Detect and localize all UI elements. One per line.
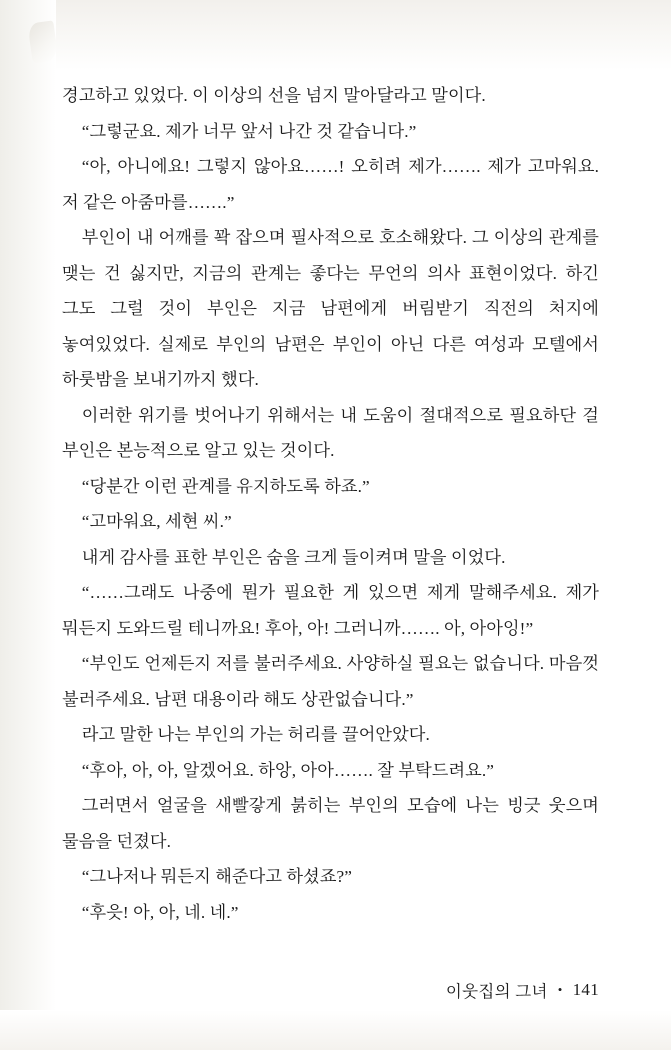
- paragraph: 이러한 위기를 벗어나기 위해서는 내 도움이 절대적으로 필요하단 걸 부인은 본능적으로 알고 있는 것이다.: [62, 405, 604, 460]
- paragraph: 라고 말한 나는 부인의 가는 허리를 끌어안았다.: [81, 725, 430, 744]
- paragraph: 내게 감사를 표한 부인은 숨을 크게 들이켜며 말을 이었다.: [81, 547, 506, 567]
- paragraph: “아, 아니에요! 그렇지 않아요……! 오히려 제가……. 제가 고마워요. 저 같은 아줌마를…….”: [62, 157, 604, 212]
- paragraph: 그러면서 얼굴을 새빨갛게 붉히는 부인의 모습에 나는 빙긋 웃으며 물음을 던졌다.: [62, 796, 604, 851]
- paragraph: 부인이 내 어깨를 꽉 잡으며 필사적으로 호소해왔다. 그 이상의 관계를 맺는 건 싫지만, 지금의 관계는 좋다는 무언의 의사 표현이었다. 하긴 그도 그럴 것이 부인은 지금 남편에게 버림받기 직전의 처지에 놓여있었다. 실제로 부인의 남편은 부인이 아닌 다른 여성과 모텔에서 하룻밤을 보내기까지 했다.: [62, 228, 604, 389]
- paragraph: “당분간 이런 관계를 유지하도록 하죠.”: [81, 476, 370, 496]
- paragraph: “……그래도 나중에 뭔가 필요한 게 있으면 제게 말해주세요. 제가 뭐든지 도와드릴 테니까요! 후아, 아! 그러니까……. 아, 아아잉!”: [62, 583, 604, 638]
- footer-separator-dot: •: [557, 981, 563, 997]
- paragraph: “고마워요, 세현 씨.”: [81, 512, 232, 531]
- page-number: 141: [572, 980, 599, 999]
- page-body-text: [62, 78, 604, 930]
- paragraph: “부인도 언제든지 저를 불러주세요. 사양하실 필요는 없습니다. 마음껏 불러주세요. 남편 대용이라 해도 상관없습니다.”: [62, 654, 604, 709]
- paragraph: “후읏! 아, 아, 네. 네.”: [81, 902, 239, 922]
- paragraph: “그나저나 뭐든지 해준다고 하셨죠?”: [81, 867, 352, 886]
- page-footer: [446, 978, 599, 1002]
- paragraph: “그렇군요. 제가 너무 앞서 나간 것 같습니다.”: [81, 121, 417, 141]
- paragraph: 경고하고 있었다. 이 이상의 선을 넘지 말아달라고 말이다.: [62, 86, 486, 105]
- footer-book-title: 이웃집의 그녀: [445, 982, 548, 1001]
- paragraph: “후아, 아, 아, 알겠어요. 하앙, 아아……. 잘 부탁드려요.”: [81, 760, 495, 780]
